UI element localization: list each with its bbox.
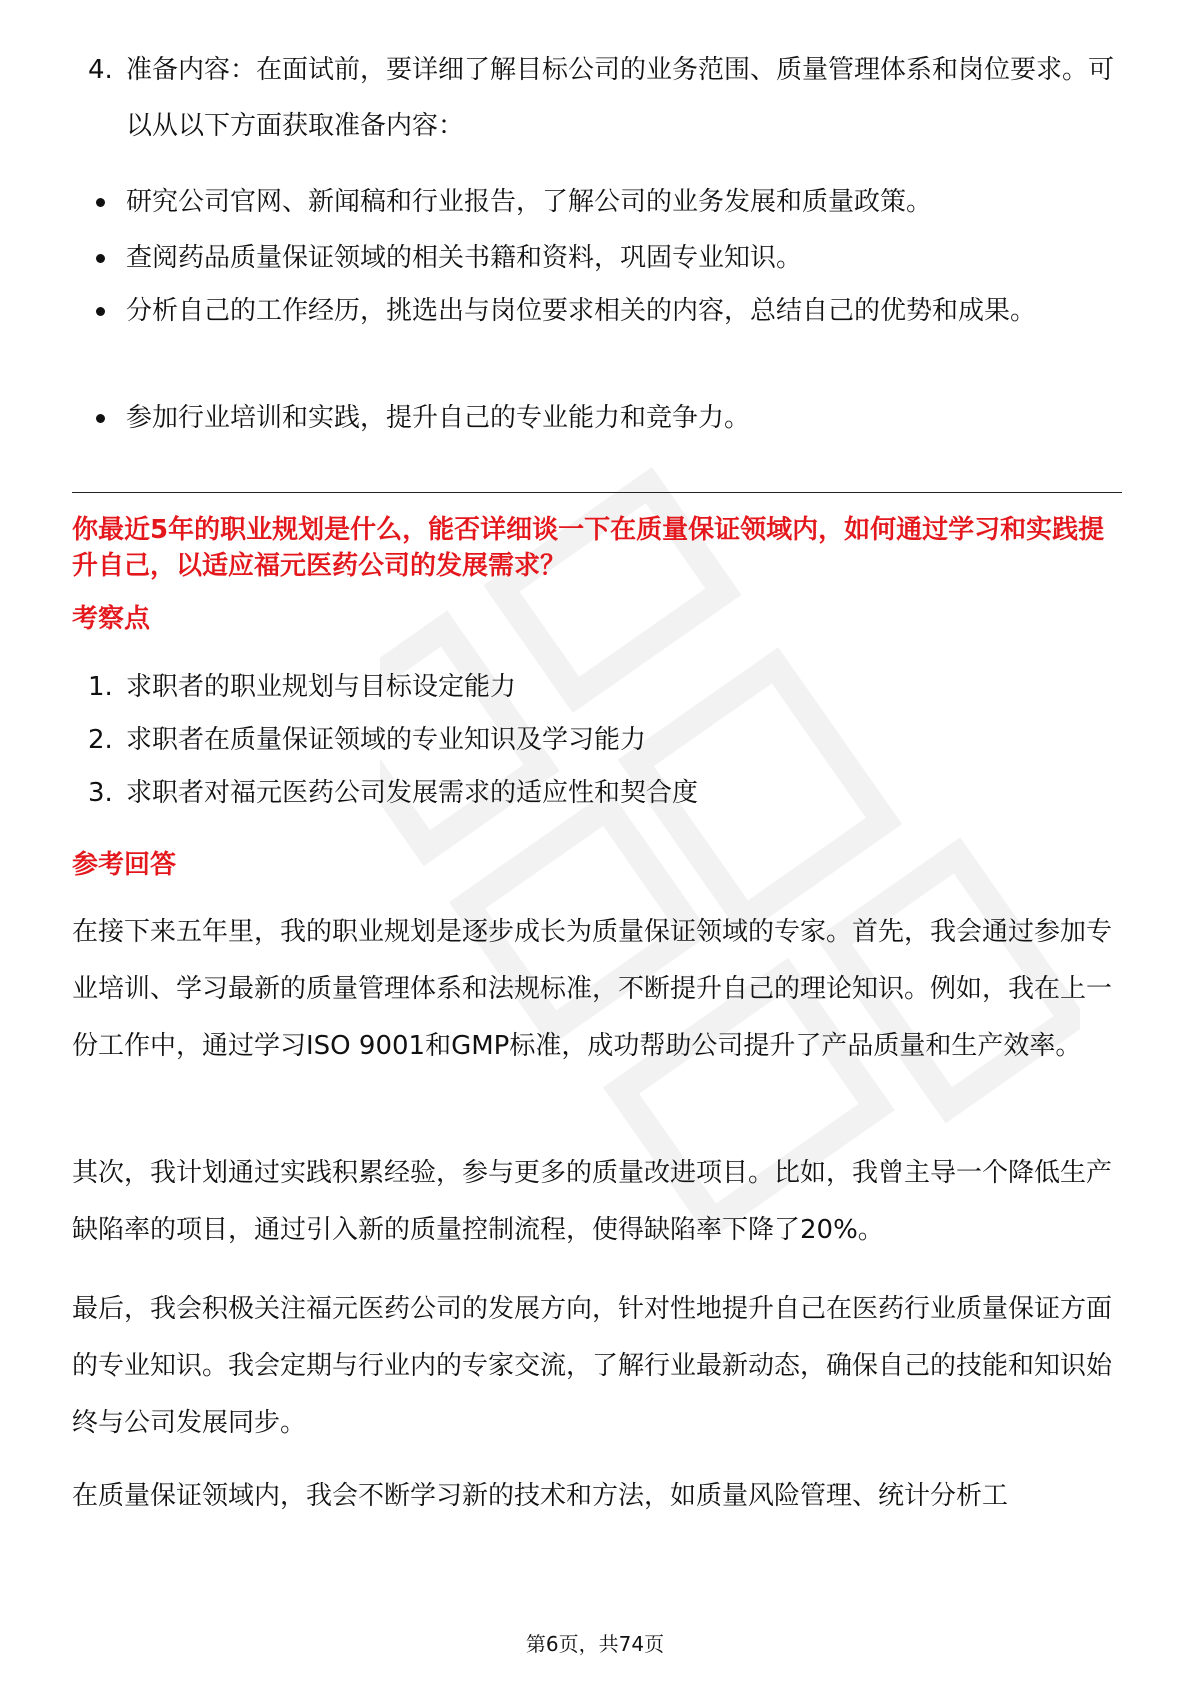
- answer-paragraph: 最后，我会积极关注福元医药公司的发展方向，针对性地提升自己在医药行业质量保证方面的专业知识。我会定期与行业内的专家交流，了解行业最新动态，确保自己的技能和知识始终与公司发展同步。: [72, 1294, 1113, 1438]
- list-item-text: 求职者的职业规划与目标设定能力: [126, 672, 517, 702]
- list-number: 2.: [88, 725, 113, 755]
- bullet-text: 参加行业培训和实践，提升自己的专业能力和竞争力。: [126, 403, 751, 433]
- assessment-item: [88, 659, 1128, 715]
- prep-list-item: [88, 42, 1128, 154]
- answer-heading: 参考回答: [72, 850, 177, 880]
- bullet-text: 分析自己的工作经历，挑选出与岗位要求相关的内容，总结自己的优势和成果。: [126, 296, 1037, 326]
- assessment-item: [88, 765, 1128, 821]
- bullet-dot-icon: [96, 307, 105, 316]
- bullet-dot-icon: [96, 254, 105, 263]
- assessment-heading: 考察点: [72, 604, 151, 634]
- list-item-text: 准备内容：在面试前，要详细了解目标公司的业务范围、质量管理体系和岗位要求。可以从以下方面获取准备内容：: [126, 55, 1115, 141]
- bullet-text: 查阅药品质量保证领域的相关书籍和资料，巩固专业知识。: [126, 243, 803, 273]
- section-divider: [72, 492, 1122, 493]
- list-number: 1.: [88, 672, 113, 702]
- list-item-text: 求职者在质量保证领域的专业知识及学习能力: [126, 725, 647, 755]
- list-number: 4.: [88, 55, 113, 85]
- answer-paragraph: 其次，我计划通过实践积累经验，参与更多的质量改进项目。比如，我曾主导一个降低生产缺陷率的项目，通过引入新的质量控制流程，使得缺陷率下降了20%。: [72, 1158, 1113, 1245]
- bullet-dot-icon: [96, 414, 105, 423]
- bullet-item: [96, 283, 1106, 339]
- page-footer: 第6页，共74页: [525, 1632, 665, 1656]
- list-number: 3.: [88, 778, 113, 808]
- list-item-text: 求职者对福元医药公司发展需求的适应性和契合度: [126, 778, 699, 808]
- interview-question: 你最近5年的职业规划是什么，能否详细谈一下在质量保证领域内，如何通过学习和实践提升自己，以适应福元医药公司的发展需求？: [72, 515, 1105, 581]
- bullet-text: 研究公司官网、新闻稿和行业报告，了解公司的业务发展和质量政策。: [126, 187, 933, 217]
- bullet-dot-icon: [96, 198, 105, 207]
- answer-paragraph: 在质量保证领域内，我会不断学习新的技术和方法，如质量风险管理、统计分析工: [72, 1481, 1009, 1511]
- assessment-item: [88, 712, 1128, 768]
- bullet-item: [96, 230, 1106, 286]
- bullet-item: [96, 390, 1106, 446]
- bullet-item: [96, 174, 1106, 230]
- answer-paragraph: 在接下来五年里，我的职业规划是逐步成长为质量保证领域的专家。首先，我会通过参加专业培训、学习最新的质量管理体系和法规标准，不断提升自己的理论知识。例如，我在上一份工作中，通过学习ISO 9001和GMP标准，成功帮助公司提升了产品质量和生产效率。: [72, 917, 1113, 1061]
